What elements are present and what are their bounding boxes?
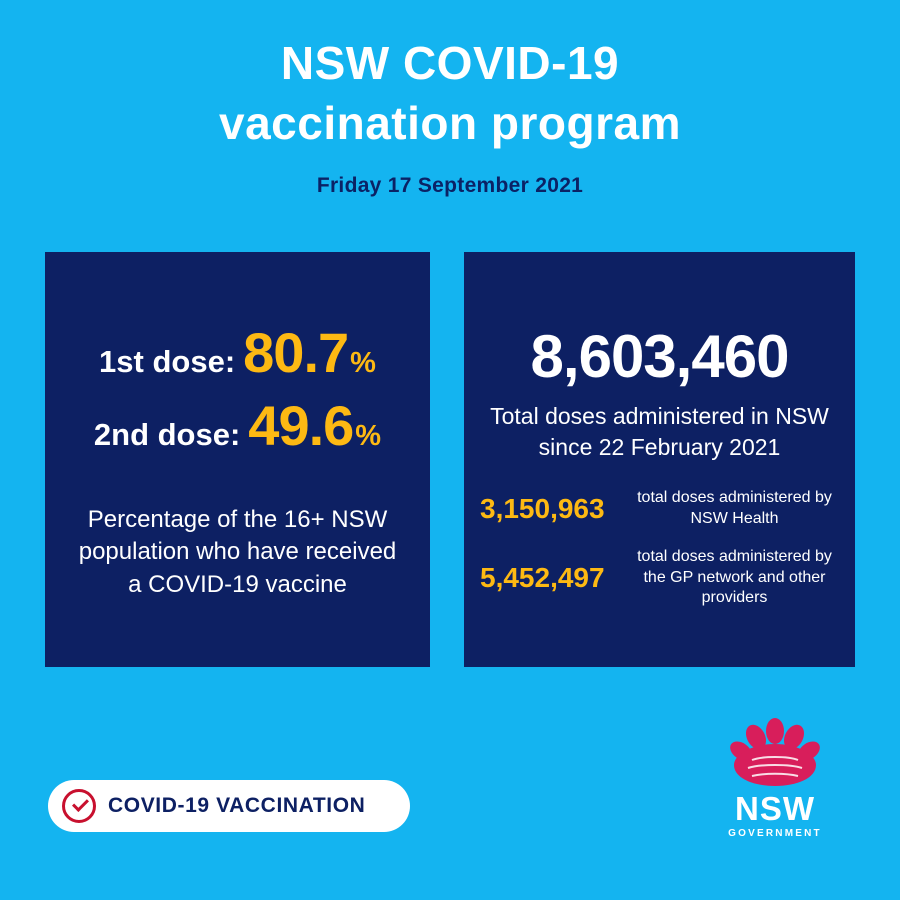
- dose-row-second: [45, 393, 430, 458]
- dose-rows: [45, 252, 430, 458]
- dose1-value: 80.7: [243, 321, 349, 384]
- logo-name: NSW: [735, 790, 815, 827]
- total-doses-value: 8,603,460: [530, 323, 789, 390]
- dose1-unit: %: [350, 347, 376, 379]
- breakdown-number: 5,452,497: [480, 561, 605, 593]
- check-circle-icon: [62, 789, 96, 823]
- breakdown-row: [480, 488, 839, 529]
- dose-percentage-panel: [45, 252, 430, 667]
- breakdown-number: 3,150,963: [480, 492, 605, 524]
- report-date: Friday 17 September 2021: [316, 173, 584, 197]
- page-title-line2: vaccination program: [219, 96, 681, 149]
- waratah-icon: [720, 718, 830, 790]
- page-title-line1: NSW COVID-19: [280, 37, 620, 89]
- nsw-government-logo: [710, 718, 840, 839]
- dose-percentage-caption: Percentage of the 16+ NSW population who have received a COVID-19 vaccine: [78, 506, 397, 598]
- breakdown-text: total doses administered by NSW Health: [637, 489, 832, 527]
- total-doses-panel: [464, 252, 855, 667]
- dose1-label: 1st dose:: [99, 344, 236, 379]
- covid-vaccination-badge: [48, 780, 410, 832]
- dose2-label: 2nd dose:: [93, 417, 241, 452]
- breakdown-text: total doses administered by the GP network and other providers: [637, 548, 832, 607]
- page-title: [0, 34, 900, 154]
- dose2-unit: %: [355, 420, 382, 452]
- total-doses-caption: Total doses administered in NSW since 22 February 2021: [490, 403, 829, 460]
- badge-label: COVID-19 VACCINATION: [108, 794, 366, 817]
- dose2-value: 49.6: [248, 394, 354, 457]
- breakdown-row: [480, 547, 839, 608]
- logo-tagline: GOVERNMENT: [728, 828, 822, 839]
- doses-breakdown: [464, 488, 855, 608]
- stat-panels: [45, 252, 855, 667]
- header: [0, 0, 900, 198]
- dose-row-first: [45, 320, 430, 385]
